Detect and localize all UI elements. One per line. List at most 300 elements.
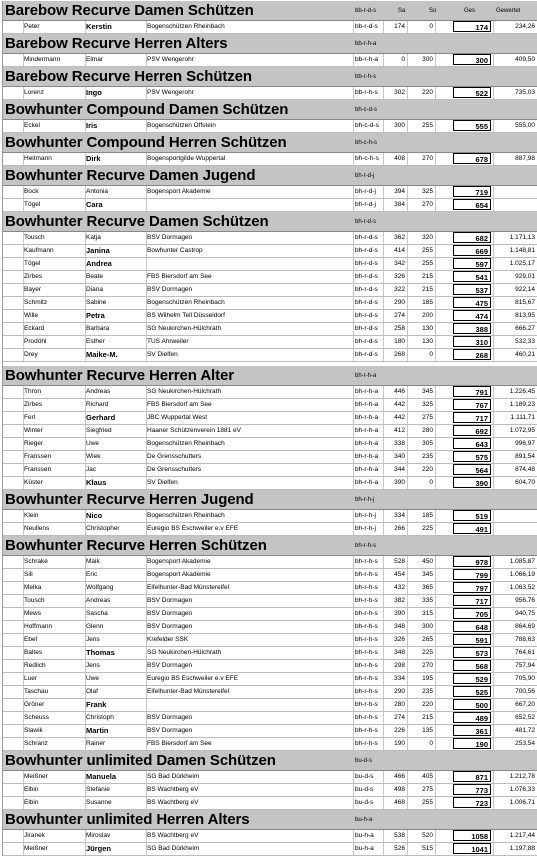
score-total: 268 [453,349,491,360]
score-total: 597 [453,258,491,269]
column-divider [407,477,408,489]
section-title: Bowhunter Recurve Damen Schützen [5,213,269,230]
class-code: bh-r-h-s [355,714,378,721]
score-so: 265 [422,636,433,643]
score-sa: 432 [394,584,405,591]
table-row [3,510,537,523]
column-divider [383,271,384,283]
class-code: bh-r-h-s [355,649,378,656]
column-divider [435,425,436,437]
class-code: bb-r-d-s [355,23,378,30]
column-divider [383,510,384,522]
last-name: Rieger [24,440,44,447]
score-sa: 394 [394,188,405,195]
score-weighted: 874,48 [515,466,535,473]
club-name: Bogenschützen Rheinbach [147,23,225,30]
column-divider [407,464,408,476]
column-divider [383,284,384,296]
table-row [3,621,537,634]
column-divider [407,186,408,198]
table-row [3,686,537,699]
first-name: Janina [86,246,110,255]
last-name: Redlich [24,662,46,669]
column-divider [353,686,354,698]
class-code: bh-r-d-s [355,325,378,332]
club-name: Bogensport Akademie [147,571,211,578]
column-divider [407,556,408,568]
column-divider [383,830,384,842]
score-so: 0 [429,740,433,747]
section-title: Bowhunter Compound Herren Schützen [5,134,287,151]
score-weighted: 652,52 [515,714,535,721]
column-divider [435,349,436,361]
column-divider [407,310,408,322]
class-code: bh-r-d-j [355,188,376,195]
score-total: 525 [453,686,491,697]
score-weighted: 409,50 [515,56,535,63]
section-title: Bowhunter Recurve Herren Alter [5,367,235,384]
club-name: BS Wachtberg eV [147,832,199,839]
score-so: 235 [422,453,433,460]
score-weighted: 956,76 [515,597,535,604]
club-name: BS Wachtberg eV [147,799,199,806]
table-row [3,336,537,349]
class-code: bh-r-d-s [355,247,378,254]
score-weighted: 1.171,13 [509,234,535,241]
club-name: BSV Dormagen [147,286,193,293]
score-so: 255 [422,122,433,129]
column-divider [435,399,436,411]
class-code: bu-d-s [355,786,374,793]
column-divider [435,621,436,633]
first-name: Manuela [86,772,117,781]
score-total: 575 [453,451,491,462]
column-divider [353,54,354,66]
last-name: Sill [24,571,33,578]
column-divider [435,258,436,270]
score-sa: 538 [394,832,405,839]
column-divider [383,87,384,99]
column-divider [353,582,354,594]
last-name: Luer [24,675,38,682]
last-name: Zirbes [24,401,43,408]
score-weighted: 887,98 [515,155,535,162]
last-name: Eckel [24,122,40,129]
table-row [3,386,537,399]
club-name: JBC Wuppertal West [147,414,208,421]
section-header [3,751,537,771]
table-row [3,634,537,647]
column-divider [407,595,408,607]
score-total: 500 [453,699,491,710]
score-sa: 226 [394,727,405,734]
column-divider [435,523,436,535]
column-divider [383,569,384,581]
column-divider [493,510,494,522]
score-so: 300 [422,623,433,630]
last-name: Schmitz [24,299,48,306]
class-code: bh-r-h-s [355,688,378,695]
score-so: 335 [422,597,433,604]
last-name: Jiranek [24,832,45,839]
score-so: 270 [422,662,433,669]
class-code: bh-r-h-s [355,584,378,591]
first-name: Thomas [86,648,115,657]
score-total: 799 [453,569,491,580]
score-total: 643 [453,438,491,449]
column-divider [353,386,354,398]
class-code: bh-r-h-a [355,440,379,447]
table-row [3,660,537,673]
first-name: Martin [86,726,109,735]
column-divider [435,660,436,672]
first-name: Katja [86,234,101,241]
score-weighted: 705,90 [515,675,535,682]
class-code: bh-r-h-j [355,512,376,519]
score-total: 174 [453,21,491,32]
club-name: BSV Dormagen [147,610,193,617]
section-title: Bowhunter Recurve Damen Jugend [5,167,256,184]
column-divider [435,271,436,283]
last-name: Peter [24,23,40,30]
column-divider [435,556,436,568]
score-weighted: 735,03 [515,89,535,96]
column-divider [383,336,384,348]
last-name: Zirbes [24,273,43,280]
column-divider [383,425,384,437]
class-code: bh-r-h-a [355,466,379,473]
score-so: 345 [422,571,433,578]
score-so: 365 [422,584,433,591]
column-divider [146,199,147,211]
section-header [3,536,537,556]
club-name: Bogensport Akademie [147,558,211,565]
score-so: 200 [422,312,433,319]
column-divider [407,399,408,411]
score-total: 717 [453,412,491,423]
score-so: 280 [422,427,433,434]
score-sa: 334 [394,675,405,682]
first-name: Christopher [86,525,120,532]
score-so: 215 [422,286,433,293]
first-name: Susanne [86,799,112,806]
column-divider [353,245,354,257]
first-name: Wiek [86,453,101,460]
score-so: 255 [422,260,433,267]
first-name: Jac [86,466,97,473]
score-weighted: 700,56 [515,688,535,695]
table-row [3,738,537,751]
score-sa: 174 [394,23,405,30]
score-total: 310 [453,336,491,347]
column-divider [353,660,354,672]
last-name: Taschau [24,688,49,695]
section-class-code: bh-r-h-j [355,497,375,503]
score-total: 717 [453,595,491,606]
score-sa: 300 [394,122,405,129]
score-sa: 442 [394,401,405,408]
column-divider [353,725,354,737]
table-row [3,199,537,212]
column-divider [353,349,354,361]
table-row [3,323,537,336]
club-name: Bowhunter Castrop [147,247,203,254]
club-name: Euregio BS Eschweiler e.v EFE [147,525,239,532]
score-sa: 342 [394,260,405,267]
column-divider [407,673,408,685]
column-divider [383,386,384,398]
last-name: Gröner [24,701,45,708]
column-divider [383,412,384,424]
club-name: BSV Dormagen [147,234,193,241]
first-name: Uwe [86,440,100,447]
column-divider [407,830,408,842]
class-code: bh-r-h-a [355,453,379,460]
score-sa: 290 [394,299,405,306]
section-class-code: bh-r-h-s [355,543,377,549]
column-divider [407,608,408,620]
last-name: Küster [24,479,43,486]
score-sa: 190 [394,740,405,747]
score-sa: 280 [394,701,405,708]
section-title: Bowhunter Recurve Herren Jugend [5,491,254,508]
column-divider [383,556,384,568]
column-divider [407,412,408,424]
score-weighted: 667,20 [515,701,535,708]
score-so: 225 [422,525,433,532]
column-divider [383,595,384,607]
table-row [3,399,537,412]
column-divider [407,634,408,646]
column-divider [353,569,354,581]
first-name: Miroslav [86,832,111,839]
score-sa: 454 [394,571,405,578]
score-total: 555 [453,120,491,131]
score-total: 767 [453,399,491,410]
class-code: bh-r-d-s [355,312,378,319]
score-sa: 290 [394,688,405,695]
first-name: Antonia [86,188,109,195]
class-code: bb-r-h-s [355,89,378,96]
score-total: 797 [453,582,491,593]
first-name: Andreas [86,388,111,395]
column-divider [383,297,384,309]
last-name: Elbin [24,799,39,806]
column-divider [435,438,436,450]
column-divider [353,232,354,244]
class-code: bu-d-s [355,773,374,780]
column-divider [353,258,354,270]
score-total: 190 [453,738,491,749]
score-total: 654 [453,199,491,210]
table-row [3,608,537,621]
first-name: Beate [86,273,103,280]
last-name: Winter [24,427,43,434]
section-class-code: bu-h-a [355,817,373,823]
column-divider [383,784,384,796]
score-weighted: 1.006,71 [509,799,535,806]
score-sa: 334 [394,512,405,519]
last-name: Neullens [24,525,50,532]
column-divider [435,673,436,685]
results-sheet [2,1,537,856]
score-sa: 326 [394,636,405,643]
score-weighted: 604,70 [515,479,535,486]
section-header [3,67,537,87]
class-code: bh-r-h-s [355,597,378,604]
score-sa: 382 [394,597,405,604]
column-divider [435,297,436,309]
score-weighted: 666,27 [515,325,535,332]
column-divider [435,120,436,132]
column-divider [435,336,436,348]
club-name: Bogenschützen Rheinbach [147,299,225,306]
column-divider [353,477,354,489]
section-class-code: bh-r-d-s [355,219,377,225]
column-divider [353,399,354,411]
column-divider [383,120,384,132]
class-code: bh-r-d-s [355,351,378,358]
table-row [3,297,537,310]
column-divider [353,336,354,348]
club-name: Bogenschützen Rheinbach [147,440,225,447]
score-so: 450 [422,558,433,565]
score-total: 723 [453,797,491,808]
club-name: Euregio BS Eschweiler e.v EFE [147,675,239,682]
table-row [3,87,537,100]
last-name: Elbin [24,786,39,793]
score-total: 300 [453,54,491,65]
column-divider [383,634,384,646]
score-so: 215 [422,714,433,721]
club-name: SG Neukirchen-Hülchrath [147,649,222,656]
column-divider [353,830,354,842]
score-weighted: 922,14 [515,286,535,293]
column-divider [383,232,384,244]
last-name: Klein [24,512,39,519]
first-name: Maike-M. [86,350,118,359]
column-divider [407,199,408,211]
score-weighted: 757,94 [515,662,535,669]
column-divider [407,54,408,66]
score-total: 491 [453,523,491,534]
column-divider [407,660,408,672]
column-divider [435,186,436,198]
score-sa: 322 [394,286,405,293]
first-name: Christoph [86,714,114,721]
table-row [3,569,537,582]
score-so: 300 [422,56,433,63]
column-divider [383,738,384,750]
table-row [3,556,537,569]
column-divider [407,647,408,659]
first-name: Eric [86,571,98,578]
column-divider [435,323,436,335]
last-name: Lorenz [24,89,44,96]
club-name: Eifelhunter-Bad Münstereifel [147,688,230,695]
column-divider [383,608,384,620]
first-name: Siegfried [86,427,112,434]
score-total: 519 [453,510,491,521]
column-divider [407,771,408,783]
score-weighted: 234,26 [515,23,535,30]
column-divider [435,634,436,646]
last-name: Scheuss [24,714,49,721]
section-class-code: bb-r-h-a [355,41,377,47]
column-divider [435,784,436,796]
club-name: FBS Biersdorf am See [147,740,212,747]
column-divider [435,843,436,855]
column-header-ges: Ges [464,8,476,14]
column-divider [353,510,354,522]
column-divider [407,336,408,348]
score-so: 220 [422,466,433,473]
score-weighted: 253,54 [515,740,535,747]
column-divider [353,673,354,685]
score-so: 325 [422,401,433,408]
first-name: Rainer [86,740,106,747]
score-weighted: 555,00 [515,122,535,129]
first-name: Jens [86,662,100,669]
column-divider [353,699,354,711]
club-name: Bogensport Akademie [147,188,211,195]
table-row [3,451,537,464]
last-name: Franssen [24,453,52,460]
score-so: 520 [422,832,433,839]
column-divider [353,712,354,724]
score-weighted: 815,67 [515,299,535,306]
score-weighted: 813,95 [515,312,535,319]
column-divider [383,153,384,165]
column-divider [383,186,384,198]
section-class-code: bh-c-h-s [355,140,378,146]
score-sa: 340 [394,453,405,460]
column-divider [435,510,436,522]
column-divider [383,54,384,66]
section-title: Bowhunter unlimited Damen Schützen [5,752,276,769]
column-divider [407,725,408,737]
score-total: 388 [453,323,491,334]
table-row [3,153,537,166]
score-total: 564 [453,464,491,475]
column-divider [407,258,408,270]
column-divider [353,451,354,463]
column-divider [353,323,354,335]
column-divider [435,569,436,581]
first-name: Gerhard [86,413,116,422]
column-divider [435,386,436,398]
column-divider [383,199,384,211]
column-divider [407,582,408,594]
score-weighted: 481,72 [515,727,535,734]
score-sa: 526 [394,845,405,852]
column-divider [383,399,384,411]
first-name: Kerstin [86,22,112,31]
score-so: 275 [422,414,433,421]
column-divider [407,621,408,633]
score-sa: 446 [394,388,405,395]
column-divider [353,153,354,165]
first-name: Iris [86,121,98,130]
table-row [3,245,537,258]
section-header [3,34,537,54]
section-class-code: bh-r-h-a [355,373,377,379]
column-divider [407,232,408,244]
score-weighted: 1.148,81 [509,247,535,254]
column-divider [383,797,384,809]
first-name: Stefanie [86,786,110,793]
score-sa: 468 [394,799,405,806]
